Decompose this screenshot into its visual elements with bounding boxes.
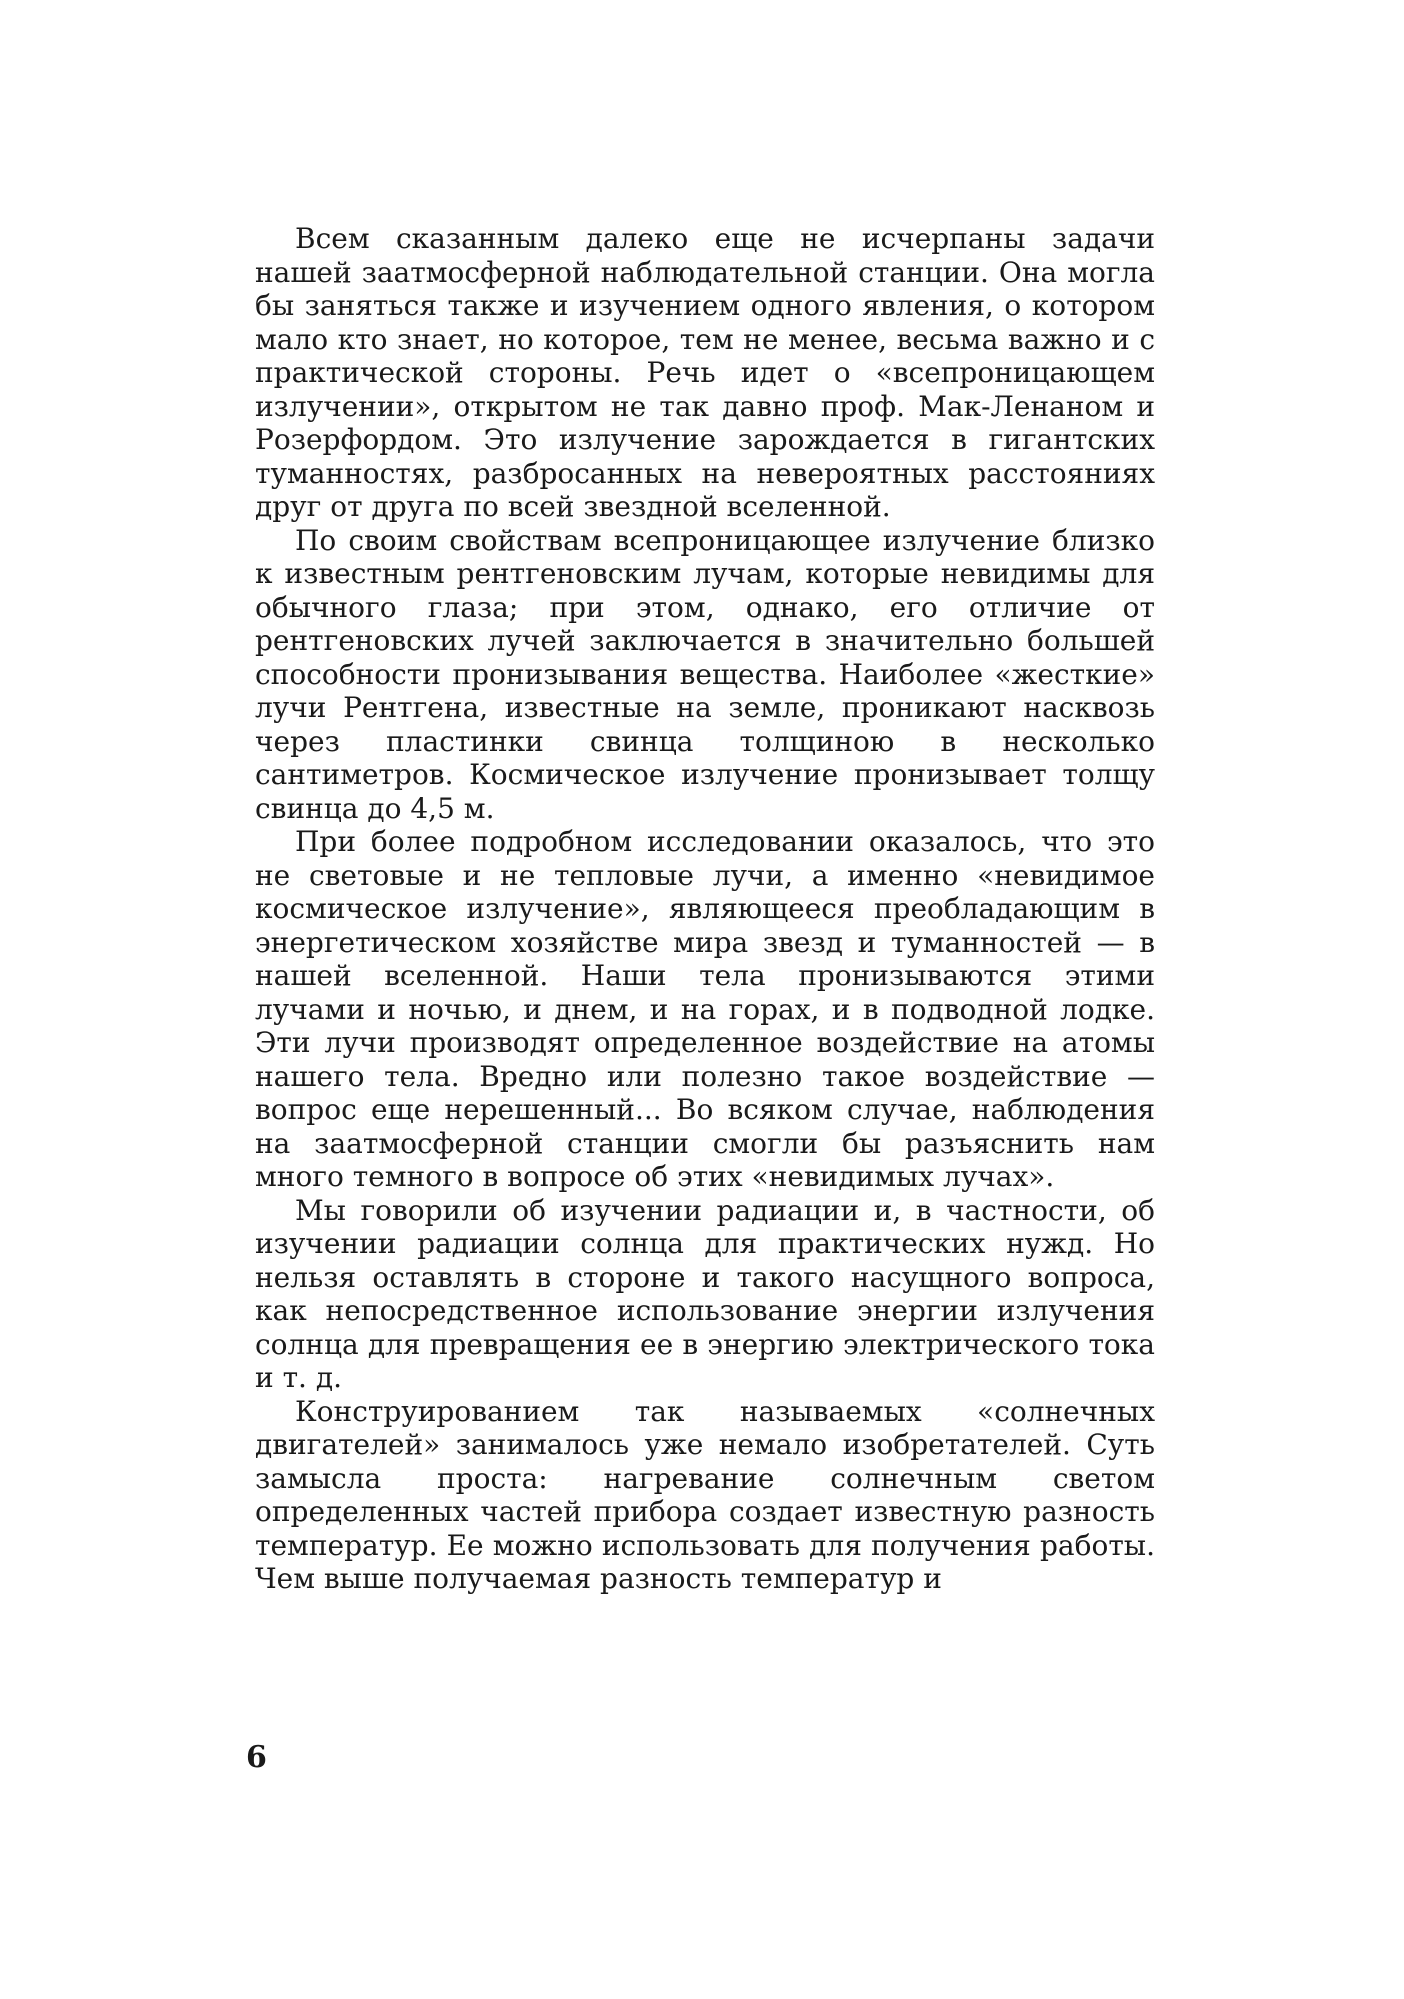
paragraph: По своим свойствам всепроницающее излучение близко к известным рентгеновским лучам, которые невидимы для обычного глаза; при этом, однако, его отличие от рентгеновских лучей заключается в значительно большей способности пронизывания вещества. Наиболее «жесткие» лучи Рентгена, известные на земле, проникают насквозь через пластинки свинца толщиною в несколько сантиметров. Космическое излучение пронизывает толщу свинца до 4,5 м.: [255, 523, 1155, 825]
paragraph: Всем сказанным далеко еще не исчерпаны задачи нашей заатмосферной наблюдательной станции. Она могла бы заняться также и изучением одного явления, о котором мало кто знает, но которое, тем не менее, весьма важно и с практической стороны. Речь идет о «всепроницающем излучении», открытом не так давно проф. Мак-Ленаном и Розерфордом. Это излучение зарождается в гигантских туманностях, разбросанных на невероятных расстояниях друг от друга по всей звездной вселенной.: [255, 222, 1155, 523]
page-number: 6: [246, 1740, 267, 1775]
paragraph: Мы говорили об изучении радиации и, в частности, об изучении радиации солнца для практических нужд. Но нельзя оставлять в стороне и такого насущного вопроса, как непосредственное использование энергии излучения солнца для превращения ее в энергию электрического тока и т. д.: [255, 1193, 1155, 1394]
body-text: [255, 222, 1155, 1596]
paragraph: При более подробном исследовании оказалось, что это не световые и не тепловые лучи, а именно «невидимое космическое излучение», являющееся преобладающим в энергетическом хозяйстве мира звезд и туманностей — в нашей вселенной. Наши тела пронизываются этими лучами и ночью, и днем, и на горах, и в подводной лодке. Эти лучи производят определенное воздействие на атомы нашего тела. Вредно или полезно такое воздействие — вопрос еще нерешенный... Во всяком случае, наблюдения на заатмосферной станции смогли бы разъяснить нам много темного в вопросе об этих «невидимых лучах».: [255, 825, 1155, 1193]
paragraph: Конструированием так называемых «солнечных двигателей» занималось уже немало изобретателей. Суть замысла проста: нагревание солнечным светом определенных частей прибора создает известную разность температур. Ее можно использовать для получения работы. Чем выше получаемая разность температур и: [255, 1394, 1155, 1595]
